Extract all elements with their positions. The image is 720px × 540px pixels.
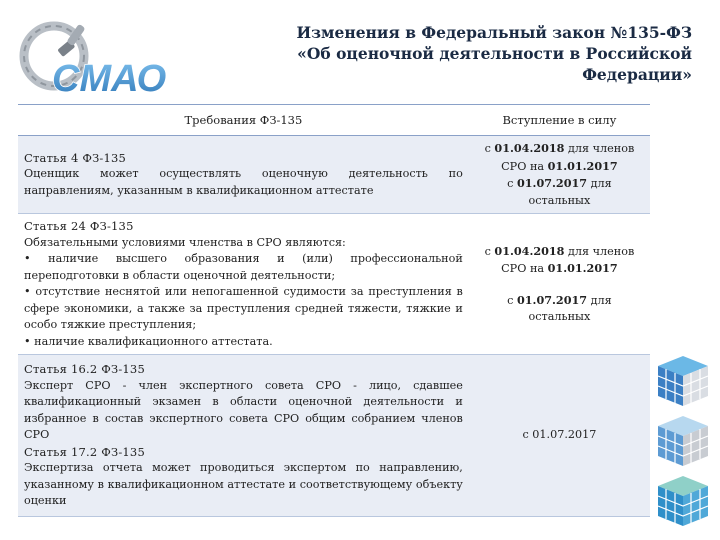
smao-logo: [18, 14, 174, 104]
effective-prefix: с: [484, 244, 495, 258]
requirement-text: Оценщик может осуществлять оценочную деятельность по направлениям, указанным в квалификационном аттестате: [24, 167, 463, 197]
title-line-3: Федерации»: [582, 65, 692, 84]
rubik-cube-icon: [658, 356, 708, 406]
article-heading: Статья 16.2 ФЗ-135: [24, 362, 145, 377]
title-line-1: Изменения в Федеральный закон №135-ФЗ: [296, 23, 692, 42]
effective-date: 01.04.2018: [494, 141, 565, 155]
requirement-cell: [18, 355, 469, 517]
effective-note: для остальных: [528, 177, 612, 207]
table-row: [18, 214, 650, 355]
header-effective-date: Вступление в силу: [469, 105, 650, 136]
effective-date: с 01.07.2017: [522, 428, 597, 442]
effective-cell: [469, 355, 650, 517]
effective-line: [475, 292, 644, 326]
effective-note: для членов СРО на: [501, 142, 635, 173]
rubik-cube-icon: [658, 476, 708, 526]
effective-date: 01.07.2017: [516, 292, 588, 307]
logo-text: СМАО: [52, 58, 167, 100]
effective-line: [475, 243, 644, 278]
slide-title: [272, 22, 692, 85]
requirement-cell: [18, 214, 469, 355]
effective-prefix: с: [484, 142, 495, 155]
requirement-cell: [18, 136, 469, 214]
rubik-cube-icon: [658, 416, 708, 466]
effective-note: для остальных: [528, 293, 612, 323]
article-heading: Статья 24 ФЗ-135: [24, 219, 134, 233]
requirement-bullet: • отсутствие неснятой или непогашенной судимости за преступления в сфере экономики, а также за преступления средней тяжести, тяжкие и особо тяжкие преступления;: [24, 285, 463, 331]
article-heading: Статья 17.2 ФЗ-135: [24, 444, 145, 459]
effective-line: [475, 140, 644, 175]
effective-cell: [469, 214, 650, 355]
table-row: [18, 355, 650, 517]
effective-ref-date: 01.01.2017: [547, 158, 618, 173]
effective-prefix: с: [507, 293, 517, 307]
effective-ref-date: 01.01.2017: [547, 261, 618, 275]
effective-prefix: с: [507, 177, 517, 190]
rubik-cube-icons: [654, 354, 712, 534]
effective-date: 01.04.2018: [494, 243, 565, 258]
requirement-text: Эксперт СРО - член экспертного совета СРО - лицо, сдавшее квалификационный экзамен в области оценочной деятельности и избранное в состав экспертного совета СРО общим собранием членов СРО: [24, 378, 463, 442]
title-line-2: «Об оценочной деятельности в Российской: [297, 44, 692, 63]
effective-note: для членов СРО на: [501, 244, 635, 275]
table-header-row: [18, 105, 650, 136]
requirements-table: [18, 104, 650, 517]
header-requirements: Требования ФЗ-135: [18, 105, 469, 136]
table-row: [18, 136, 650, 214]
requirement-text: Экспертиза отчета может проводиться экспертом по направлению, указанному в квалификационном аттестате и соответствующему объекту оценки: [24, 461, 463, 508]
article-heading: Статья 4 ФЗ-135: [24, 150, 127, 165]
requirement-bullet: • наличие высшего образования и (или) профессиональной переподготовки в области оценочной деятельности;: [24, 252, 463, 282]
requirement-bullet: • наличие квалификационного аттестата.: [24, 334, 273, 348]
effective-cell: [469, 136, 650, 214]
requirement-text: Обязательными условиями членства в СРО являются:: [24, 235, 346, 249]
effective-date: 01.07.2017: [516, 176, 588, 190]
effective-line: [475, 175, 644, 209]
